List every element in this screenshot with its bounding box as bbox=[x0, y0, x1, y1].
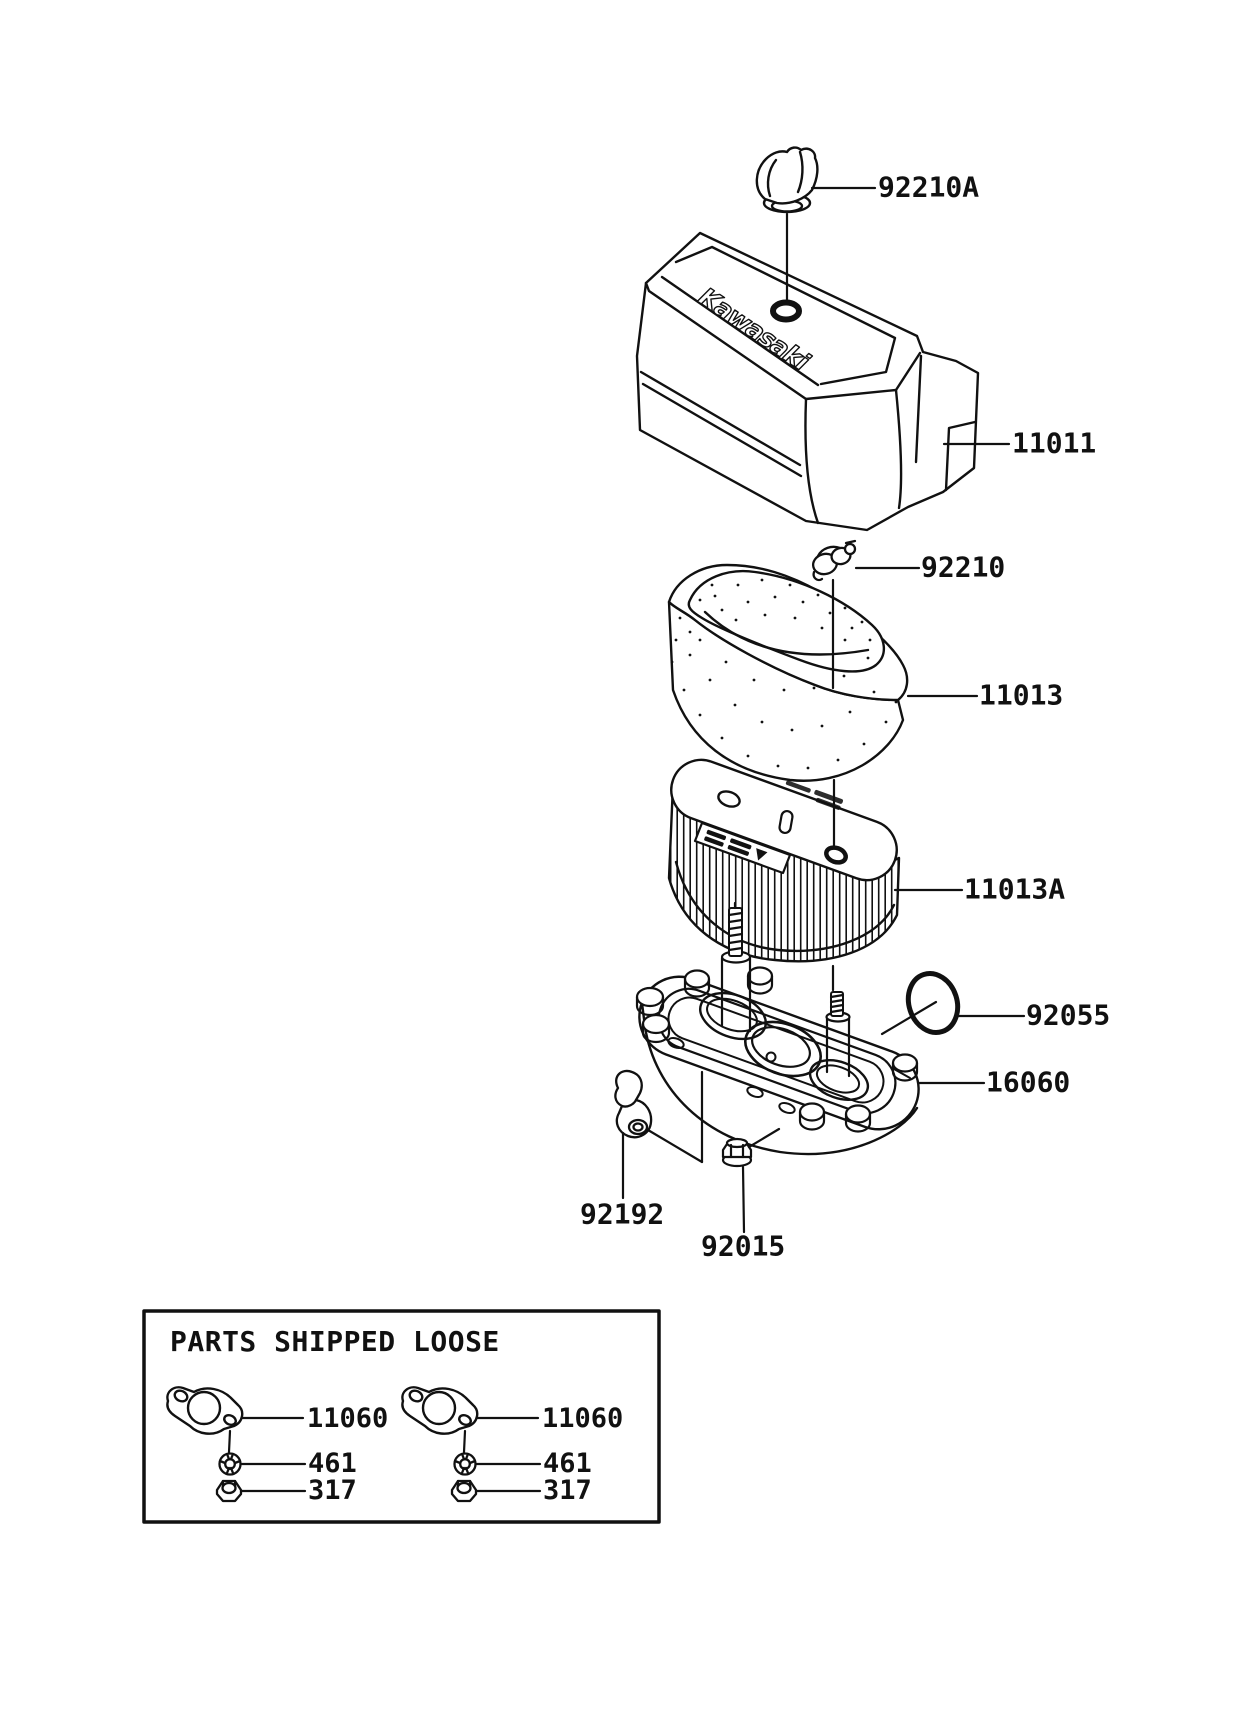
part-label-11013: 11013 bbox=[979, 678, 1064, 712]
shipped-loose-title: PARTS SHIPPED LOOSE bbox=[170, 1325, 500, 1358]
part-label-92055: 92055 bbox=[1026, 998, 1111, 1032]
gasket-icon-right bbox=[402, 1387, 477, 1433]
part-label-317-right: 317 bbox=[543, 1475, 592, 1507]
hex-nut-icon-left bbox=[217, 1481, 241, 1501]
hex-nut-icon-right bbox=[452, 1481, 476, 1501]
flange-nut-drawing bbox=[723, 1139, 751, 1166]
kawasaki-logo: Kawasaki bbox=[693, 281, 814, 376]
foam-element-drawing bbox=[669, 565, 907, 781]
part-label-11013a: 11013A bbox=[964, 872, 1066, 906]
part-label-11060-left: 11060 bbox=[307, 1403, 389, 1435]
part-label-317-left: 317 bbox=[308, 1475, 357, 1507]
part-label-92210: 92210 bbox=[921, 550, 1006, 584]
part-label-92210a: 92210A bbox=[878, 170, 980, 204]
part-label-11060-right: 11060 bbox=[542, 1403, 624, 1435]
part-label-461-left: 461 bbox=[308, 1448, 357, 1480]
lock-washer-icon-left bbox=[220, 1454, 241, 1475]
elbow-drawing bbox=[615, 1071, 651, 1137]
part-label-11011: 11011 bbox=[1012, 426, 1097, 460]
hose-clamp-drawing bbox=[811, 541, 855, 580]
part-label-461-right: 461 bbox=[543, 1448, 592, 1480]
paper-element-drawing bbox=[663, 751, 905, 961]
part-label-92192: 92192 bbox=[580, 1197, 665, 1231]
air-cleaner-cover-drawing bbox=[637, 233, 978, 530]
lock-washer-icon-right bbox=[455, 1454, 476, 1475]
part-label-92015: 92015 bbox=[701, 1229, 786, 1263]
part-label-16060: 16060 bbox=[986, 1065, 1071, 1099]
gasket-icon-left bbox=[167, 1387, 242, 1433]
wing-knob-drawing bbox=[757, 148, 818, 212]
